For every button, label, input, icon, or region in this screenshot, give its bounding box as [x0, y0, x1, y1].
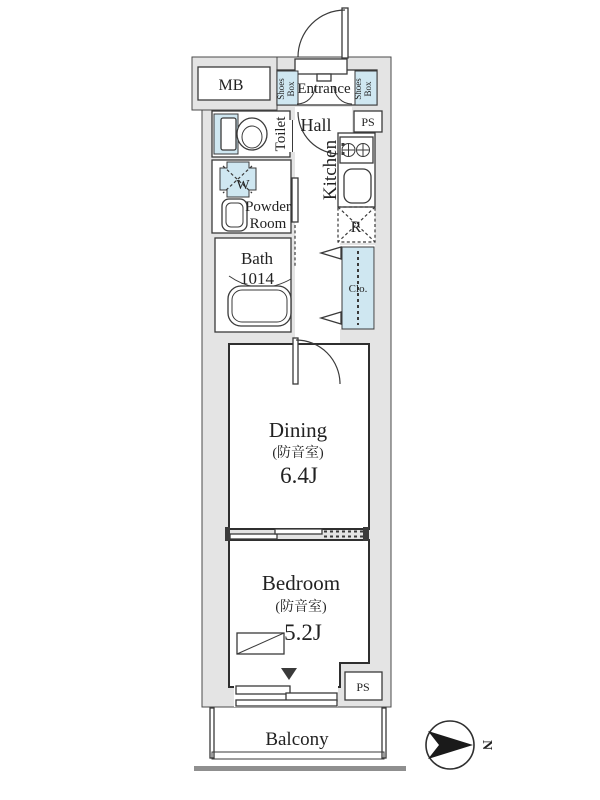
shoes-box-right-label-1: Shoes — [353, 78, 363, 100]
mb-label: MB — [218, 77, 244, 94]
partition-stub-left — [225, 527, 230, 541]
toilet-label: Toilet — [273, 116, 289, 152]
north-label: N — [479, 739, 494, 751]
partition-stub-right — [363, 527, 369, 541]
partition-panel-1 — [230, 534, 277, 539]
refrigerator-label: R — [350, 219, 362, 236]
kitchen-label: Kitchen — [320, 139, 341, 201]
bedroom-size-label: 5.2J — [284, 620, 322, 645]
entrance-label: Entrance — [297, 81, 351, 97]
window-panel-1 — [236, 686, 290, 694]
balcony-window — [234, 685, 338, 707]
balcony-railing — [212, 752, 384, 759]
toilet-tank — [221, 118, 236, 150]
bedroom-note-label: (防音室) — [275, 600, 327, 615]
shoes-box-right-label-2: Box — [363, 81, 373, 97]
toilet-bowl — [237, 118, 267, 150]
window-outer-track — [236, 700, 337, 706]
powder-room-label-2: Room — [249, 216, 287, 232]
dining-name-label: Dining — [268, 418, 328, 442]
dining-note-label: (防音室) — [272, 446, 324, 461]
shoes-box-left-label-1: Shoes — [276, 78, 286, 100]
compass — [426, 721, 494, 769]
bedroom-counter — [237, 633, 284, 654]
powder-door-leaf — [292, 178, 298, 222]
powder-sink — [222, 199, 247, 231]
balcony-label: Balcony — [265, 729, 329, 750]
bath-label-2: 1014 — [240, 269, 274, 288]
shoes-box-left-label-2: Box — [286, 81, 296, 97]
dining-door-leaf — [293, 338, 298, 384]
powder-room-label-1: Powder — [245, 199, 291, 215]
ground-line — [194, 766, 406, 771]
partition-panel-2 — [275, 529, 322, 534]
ps-top-label: PS — [361, 115, 375, 129]
bedroom-name-label: Bedroom — [261, 571, 341, 595]
bathtub-outer — [228, 286, 291, 326]
kitchen-counter — [338, 133, 375, 207]
bath-label-1: Bath — [240, 249, 274, 268]
closet-label: Clo. — [348, 283, 368, 295]
kitchen-sink — [344, 169, 371, 203]
entrance-doorstop — [317, 74, 331, 81]
balcony-post-right — [382, 708, 386, 758]
entrance-door-swing-arc — [298, 10, 345, 57]
balcony-post-left — [210, 708, 214, 758]
washer-label: W — [236, 178, 250, 193]
entrance-threshold — [295, 59, 347, 74]
ps-bottom-label: PS — [356, 680, 370, 694]
dining-size-label: 6.4J — [280, 463, 318, 488]
stove-knob1 — [342, 143, 345, 146]
entrance-door-leaf — [342, 8, 348, 58]
stove-knob2 — [342, 152, 345, 155]
hall-label: Hall — [300, 115, 332, 135]
